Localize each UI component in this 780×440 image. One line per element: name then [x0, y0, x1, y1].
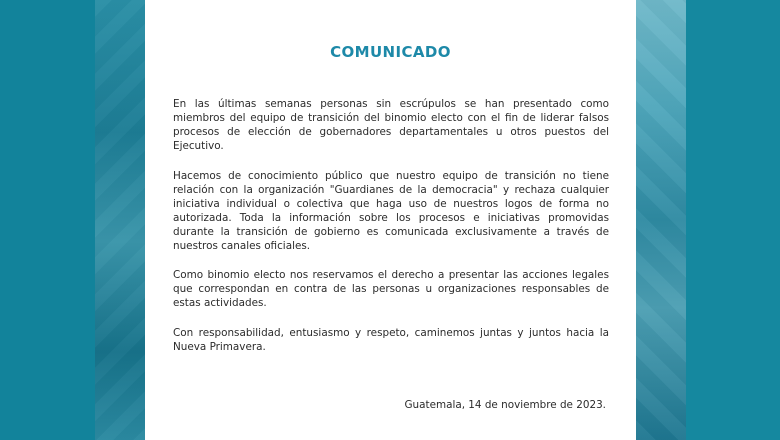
right-crowd-photo-strip — [636, 0, 686, 440]
statement-document — [145, 0, 636, 440]
place-and-date: Guatemala, 14 de noviembre de 2023. — [404, 399, 606, 411]
paragraph-2: Hacemos de conocimiento público que nuestro equipo de transición no tiene relación con la organización "Guardianes de la democracia" y rechaza cualquier iniciativa individual o colectiva que haga uso de nuestros logos de forma no autorizada. Toda la información sobre los procesos e iniciativas promovidas durante la transición de gobierno es comunicada exclusivamente a través de nuestros canales oficiales. — [173, 170, 609, 252]
document-title: COMUNICADO — [330, 43, 451, 61]
left-crowd-photo-strip — [95, 0, 145, 440]
paragraph-4: Con responsabilidad, entusiasmo y respeto, caminemos juntas y juntos hacia la Nueva Primavera. — [173, 327, 609, 353]
paragraph-1: En las últimas semanas personas sin escrúpulos se han presentado como miembros del equipo de transición del binomio electo con el fin de liderar falsos procesos de elección de gobernadores departamentales u otros puestos del Ejecutivo. — [173, 98, 609, 152]
paragraph-3: Como binomio electo nos reservamos el derecho a presentar las acciones legales que correspondan en contra de las personas u organizaciones responsables de estas actividades. — [173, 269, 609, 309]
